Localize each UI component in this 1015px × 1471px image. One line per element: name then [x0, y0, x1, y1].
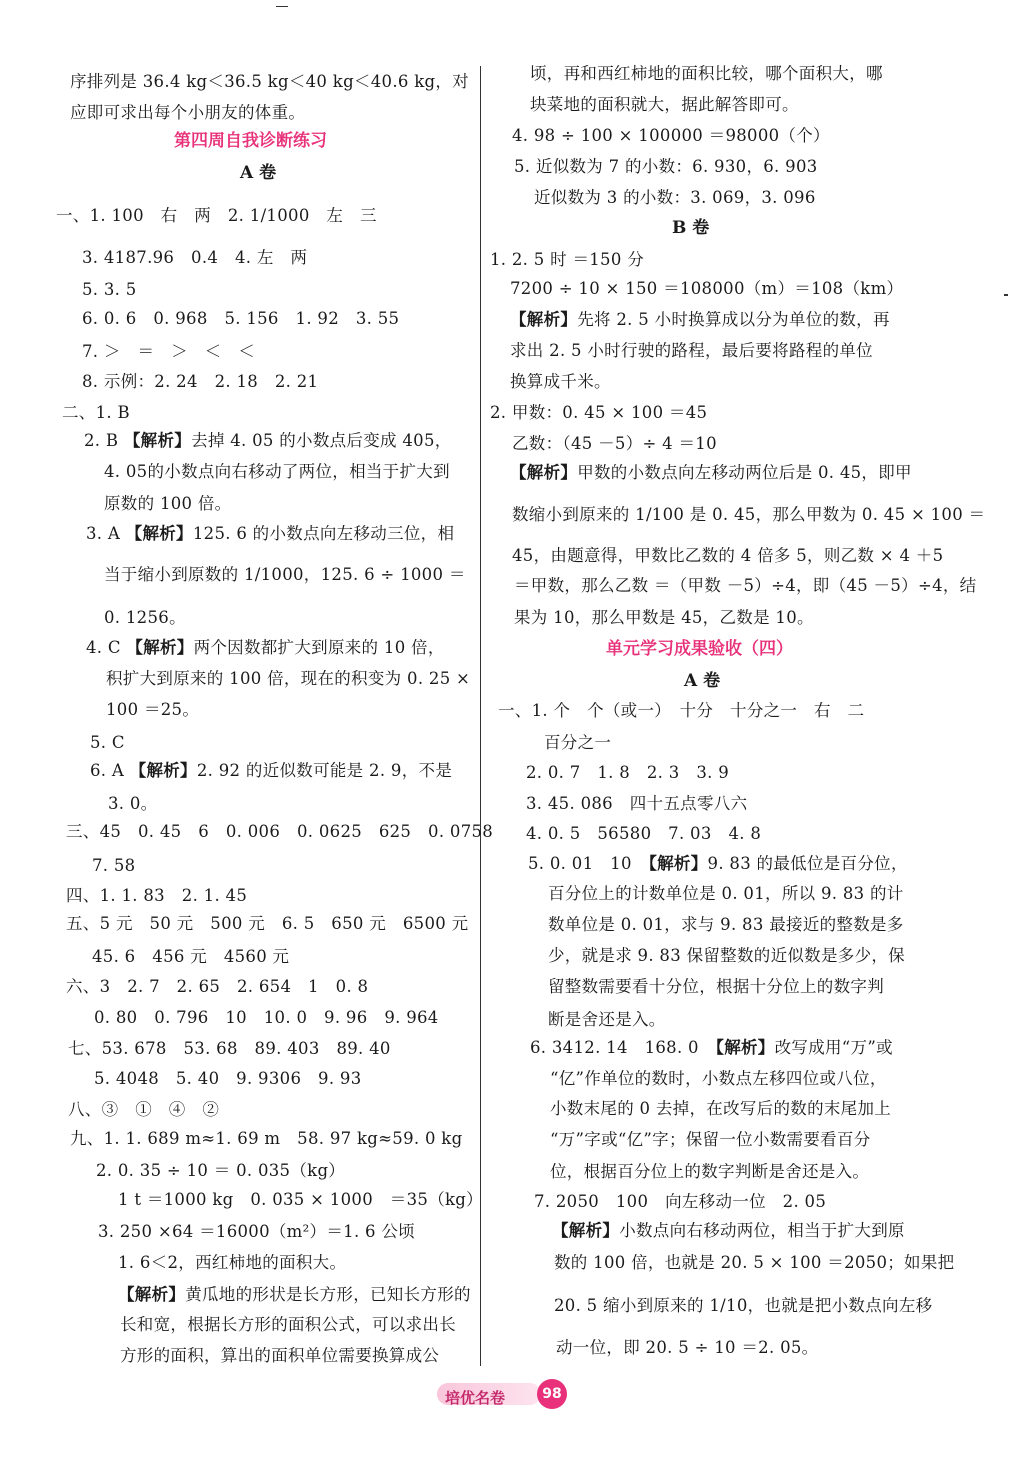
answer-line: 当于缩小到原数的 1/1000，125. 6 ÷ 1000 ＝ — [104, 565, 466, 584]
answer-line: 7. 58 — [92, 856, 136, 875]
answer-line: 九、1. 1. 689 m≈1. 69 m 58. 97 kg≈59. 0 kg — [70, 1129, 463, 1148]
answer-line: 数缩小到原来的 1/100 是 0. 45，那么甲数为 0. 45 × 100 ＝ — [512, 505, 986, 524]
footer-brand: 培优名卷 — [445, 1389, 506, 1407]
answer-line: 2. 0. 7 1. 8 2. 3 3. 9 — [526, 763, 730, 782]
answer-line: ＝甲数，那么乙数 ＝（甲数 －5）÷4，即（45 －5）÷4，结 — [514, 576, 977, 595]
answer-line: 6. A 【解析】2. 92 的近似数可能是 2. 9，不是 — [90, 761, 453, 780]
text-line: 顷，再和西红柿地的面积比较，哪个面积大，哪 — [530, 64, 883, 83]
answer-line: 45. 6 456 元 4560 元 — [92, 947, 290, 966]
section-title: 单元学习成果验收（四） — [606, 639, 793, 659]
answer-line: 动一位，即 20. 5 ÷ 10 ＝2. 05。 — [556, 1338, 819, 1357]
margin-dot — [1004, 294, 1008, 296]
answer-line: 一、1. 个 个（或一） 十分 十分之一 右 二 — [498, 701, 865, 720]
answer-line: 乙数：（45 －5）÷ 4 ＝10 — [512, 434, 717, 453]
answer-line: 3. 250 ×64 ＝16000（m²）＝1. 6 公顷 — [98, 1222, 415, 1241]
answer-line: 五、5 元 50 元 500 元 6. 5 650 元 6500 元 — [66, 914, 469, 933]
analysis-tag: 【解析】 — [123, 431, 192, 450]
answer-line: 8. 示例：2. 24 2. 18 2. 21 — [82, 372, 319, 391]
section-title: 第四周自我诊断练习 — [174, 131, 327, 151]
answer-line: 2. 0. 35 ÷ 10 ＝ 0. 035（kg） — [96, 1161, 346, 1180]
text-line: 应即可求出每个小朋友的体重。 — [70, 103, 306, 122]
answer-line: 2. 甲数：0. 45 × 100 ＝45 — [490, 403, 708, 422]
answer-line: 数的 100 倍，也就是 20. 5 × 100 ＝2050；如果把 — [554, 1253, 955, 1272]
answer-line: 7. ＞ ＝ ＞ ＜ ＜ — [82, 342, 256, 361]
answer-line: 20. 5 缩小到原来的 1/10，也就是把小数点向左移 — [554, 1296, 933, 1315]
analysis-tag: 【解析】 — [118, 1285, 186, 1304]
answer-line: 百分位上的计数单位是 0. 01，所以 9. 83 的计 — [548, 884, 904, 903]
answer-line: 3. 4187.96 0.4 4. 左 两 — [82, 248, 308, 267]
page-number: 98 — [537, 1379, 567, 1409]
juan-b-heading: B 卷 — [672, 218, 710, 238]
answer-line: 求出 2. 5 小时行驶的路程，最后要将路程的单位 — [510, 341, 873, 360]
analysis-tag: 【解析】 — [126, 638, 194, 657]
answer-line: 【解析】甲数的小数点向左移动两位后是 0. 45，即甲 — [510, 463, 912, 482]
answer-line: 二、1. B — [62, 403, 130, 422]
answer-line: 积扩大到原来的 100 倍，现在的积变为 0. 25 × — [106, 669, 471, 688]
answer-line: “亿”作单位的数时，小数点左移四位或八位， — [550, 1069, 887, 1088]
top-mark — [276, 6, 288, 7]
answer-line: “万”字或“亿”字；保留一位小数需要看百分 — [550, 1130, 871, 1149]
analysis-tag: 【解析】 — [552, 1221, 620, 1240]
answer-line: 4. 0. 5 56580 7. 03 4. 8 — [526, 824, 762, 843]
answer-line: 45，由题意得，甲数比乙数的 4 倍多 5，则乙数 × 4 ＋5 — [512, 546, 944, 565]
answer-line: 4. 98 ÷ 100 × 100000 ＝98000（个） — [512, 126, 830, 145]
answer-line: 果为 10，那么甲数是 45，乙数是 10。 — [514, 608, 814, 627]
answer-line: 四、1. 1. 83 2. 1. 45 — [66, 886, 248, 905]
answer-line: 4. 05的小数点向右移动了两位，相当于扩大到 — [104, 462, 450, 481]
analysis-tag: 【解析】 — [510, 310, 578, 329]
text-line: 序排列是 36.4 kg＜36.5 kg＜40 kg＜40.6 kg，对 — [70, 72, 469, 91]
answer-line: 小数末尾的 0 去掉，在改写后的数的末尾加上 — [550, 1099, 892, 1118]
answer-line: 3. A 【解析】125. 6 的小数点向左移动三位，相 — [86, 524, 455, 543]
answer-line: 5. C — [90, 733, 125, 752]
answer-line: 3. 0。 — [108, 794, 158, 813]
answer-line: 七、53. 678 53. 68 89. 403 89. 40 — [68, 1039, 391, 1058]
answer-line: 少，就是求 9. 83 保留整数的近似数是多少，保 — [548, 946, 905, 965]
answer-line: 数单位是 0. 01，求与 9. 83 最接近的整数是多 — [548, 915, 904, 934]
answer-line: 方形的面积，算出的面积单位需要换算成公 — [120, 1346, 440, 1365]
answer-line: 5. 4048 5. 40 9. 9306 9. 93 — [94, 1069, 362, 1088]
answer-line: 百分之一 — [544, 733, 612, 752]
answer-line: 5. 0. 01 10 【解析】9. 83 的最低位是百分位， — [528, 854, 908, 873]
analysis-tag: 【解析】 — [125, 524, 193, 543]
answer-line: 【解析】小数点向右移动两位，相当于扩大到原 — [552, 1221, 905, 1240]
analysis-tag: 【解析】 — [715, 1038, 775, 1057]
answer-line: 留整数需要看十分位，根据十分位上的数字判 — [548, 977, 884, 996]
analysis-tag: 【解析】 — [510, 463, 578, 482]
juan-a-heading: A 卷 — [240, 163, 277, 183]
answer-line: 三、45 0. 45 6 0. 006 0. 0625 625 0. 0758 — [66, 822, 494, 841]
answer-line: 一、1. 100 右 两 2. 1/1000 左 三 — [56, 206, 377, 225]
column-divider — [480, 66, 481, 1366]
answer-line: 六、3 2. 7 2. 65 2. 654 1 0. 8 — [66, 977, 369, 996]
page-footer — [437, 1379, 577, 1407]
answer-line: 0. 1256。 — [104, 608, 186, 627]
answer-line: 7200 ÷ 10 × 150 ＝108000（m）＝108（km） — [510, 279, 904, 298]
answer-line: 6. 3412. 14 168. 0 【解析】改写成用“万”或 — [530, 1038, 893, 1057]
answer-line: 长和宽，根据长方形的面积公式，可以求出长 — [120, 1315, 456, 1334]
answer-line: 【解析】先将 2. 5 小时换算成以分为单位的数，再 — [510, 310, 890, 329]
answer-line: 八、③ ① ④ ② — [68, 1100, 220, 1119]
answer-line: 1. 6＜2，西红柿地的面积大。 — [118, 1253, 347, 1272]
answer-line: 1. 2. 5 时 ＝150 分 — [490, 250, 645, 269]
footer-brand-banner — [437, 1383, 541, 1405]
answer-line: 100 ＝25。 — [106, 700, 200, 719]
answer-line: 换算成千米。 — [510, 372, 611, 391]
answer-line: 断是舍还是入。 — [548, 1010, 666, 1029]
answer-line: 3. 45. 086 四十五点零八六 — [526, 794, 748, 813]
answer-line: 1 t ＝1000 kg 0. 035 × 1000 ＝35（kg） — [118, 1190, 483, 1209]
analysis-tag: 【解析】 — [648, 854, 708, 873]
text-line: 块菜地的面积就大，据此解答即可。 — [530, 95, 799, 114]
answer-line: 6. 0. 6 0. 968 5. 156 1. 92 3. 55 — [82, 309, 400, 328]
answer-line: 4. C 【解析】两个因数都扩大到原来的 10 倍， — [86, 638, 445, 657]
answer-line: 【解析】黄瓜地的形状是长方形，已知长方形的 — [118, 1285, 471, 1304]
answer-line: 5. 3. 5 — [82, 280, 137, 299]
answer-line: 7. 2050 100 向左移动一位 2. 05 — [534, 1192, 827, 1211]
answer-line: 位，根据百分位上的数字判断是舍还是入。 — [550, 1162, 870, 1181]
answer-line: 5. 近似数为 7 的小数：6. 930，6. 903 — [514, 157, 818, 176]
juan-a-heading: A 卷 — [684, 671, 721, 691]
answer-line: 0. 80 0. 796 10 10. 0 9. 96 9. 964 — [94, 1008, 439, 1027]
answer-line: 近似数为 3 的小数：3. 069，3. 096 — [534, 188, 816, 207]
answer-line: 原数的 100 倍。 — [104, 494, 232, 513]
analysis-tag: 【解析】 — [129, 761, 197, 780]
answer-line: 2. B 【解析】去掉 4. 05 的小数点后变成 405， — [84, 431, 452, 450]
